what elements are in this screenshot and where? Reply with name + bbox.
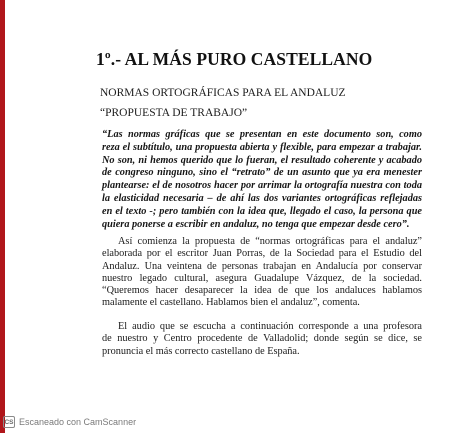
quote-line: la elasticidad necesaria – de ahí las dos variantes ortográficas reflejadas: [102, 192, 422, 204]
paragraph-audio: [102, 321, 422, 358]
camscanner-icon: CS: [3, 416, 15, 428]
watermark-text: Escaneado con CamScanner: [19, 417, 137, 427]
paragraph-line: nuestro legado cultural, asegura Guadalupe Vázquez, de la sociedad.: [102, 272, 422, 284]
quote-block: [102, 129, 422, 231]
quote-line: “Las normas gráficas que se presentan en este documento son, como: [102, 129, 422, 140]
paragraph-line: malamente el castellano. Hablamos bien el andaluz”, comenta.: [102, 297, 360, 309]
quote-line: en el texto -; pero también con la idea que, llegado el caso, la persona que: [102, 205, 422, 217]
quote-line: plantearse: el de nosotros hacer por arrimar la ortografía nuestra con toda: [102, 180, 422, 192]
paragraph-intro: [102, 236, 422, 310]
paragraph-line: pronuncia el más correcto castellano de España.: [102, 345, 300, 357]
paragraph-line: “Queremos hacer desaparecer la idea de que los andaluces hablamos: [102, 285, 422, 297]
quote-line: de congreso ninguno, sino el “retrato” de un asunto que ya era menester: [102, 167, 422, 179]
quote-line: No son, ni hemos querido que lo fueran, el resultado coherente y acabado: [102, 154, 422, 166]
document-title: 1º.- AL MÁS PURO CASTELLANO: [96, 49, 373, 69]
quote-line: quiera ponerse a escribir en andaluz, no tenga que empezar desde cero”.: [102, 218, 410, 230]
paragraph-line: Andaluz. Una veintena de personas trabajan en Andalucía por conservar: [102, 260, 422, 272]
quote-line: reza el subtítulo, una propuesta abierta y flexible, para empezar a trabajar.: [102, 141, 422, 153]
document-subtitle: NORMAS ORTOGRÁFICAS PARA EL ANDALUZ: [100, 87, 346, 99]
paragraph-line: de nuestro y Centro procedente de Valladolid; donde según se dice, se: [102, 333, 422, 345]
paragraph-line: elaborada por el escritor Juan Porras, de la Sociedad para el Estudio del: [102, 248, 422, 260]
paragraph-line: Así comienza la propuesta de “normas ortográficas para el andaluz”: [118, 236, 422, 247]
document-subtitle-quote: “PROPUESTA DE TRABAJO”: [100, 107, 248, 119]
scanner-watermark: [3, 414, 136, 430]
red-margin-bar: [0, 0, 5, 433]
paragraph-line: El audio que se escucha a continuación corresponde a una profesora: [118, 321, 422, 332]
